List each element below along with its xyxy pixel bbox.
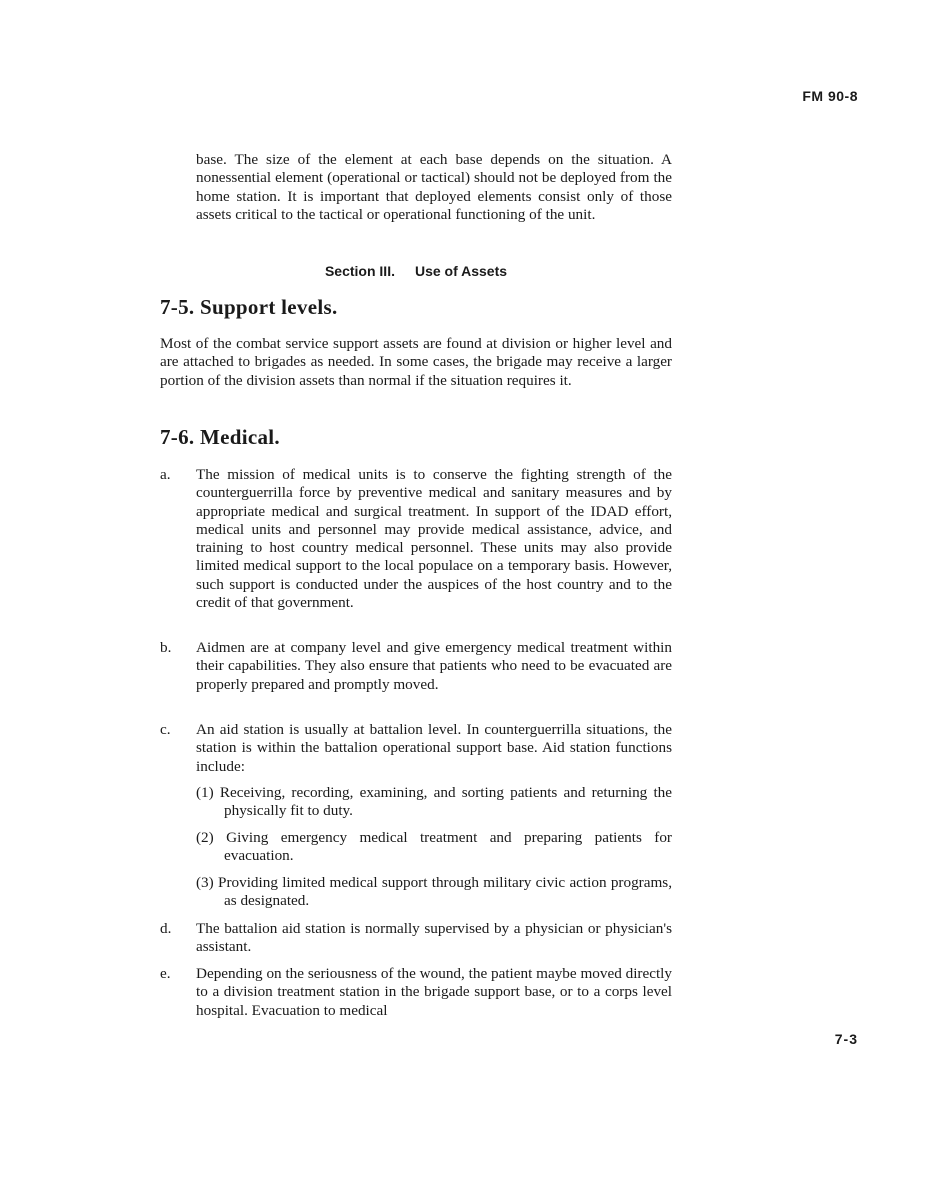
support-levels-heading: 7-5. Support levels. [160, 295, 338, 319]
section-title: Use of Assets [414, 263, 508, 279]
item-marker: e. [160, 965, 171, 982]
subitem-text: (1) Receiving, recording, examining, and sorting patients and returning the physically fit to duty. [196, 784, 672, 820]
subitem-text: (2) Giving emergency medical treatment and preparing patients for evacuation. [196, 829, 672, 865]
continuation-text: base. The size of the element at each base depends on the situation. A nonessential element (operational or tactical) should not be deployed from the home station. It is important that deployed elements consist only of those assets critical to the tactical or operational functioning of the unit. [196, 151, 672, 223]
item-text: The mission of medical units is to conserve the fighting strength of the counterguerrilla force by preventive medical and sanitary measures and by appropriate medical and surgical treatment. In support of the IDAD effort, medical units and personnel may provide medical assistance, advice, and training to host country medical personnel. These units may also provide limited medical support to the local populace on a temporary basis. However, such support is conducted under the auspices of the host country and to the credit of that government. [196, 466, 672, 612]
medical-item-b [160, 639, 672, 694]
item-marker: d. [160, 920, 172, 937]
subitem-text: (3) Providing limited medical support through military civic action programs, as designated. [196, 874, 672, 910]
item-text: Depending on the seriousness of the wound, the patient maybe moved directly to a division treatment station in the brigade support base, or to a corps level hospital. Evacuation to medical [196, 965, 672, 1019]
section-number: Section III. [324, 263, 395, 279]
section-heading [160, 263, 672, 279]
continuation-paragraph [196, 151, 672, 224]
item-marker: b. [160, 639, 172, 656]
item-marker: a. [160, 466, 171, 483]
page-number: 7-3 [834, 1031, 858, 1047]
medical-item-c [160, 721, 672, 776]
medical-heading: 7-6. Medical. [160, 425, 280, 449]
aid-station-function-2 [196, 829, 672, 866]
medical-item-a [160, 466, 672, 612]
medical-item-d [160, 920, 672, 957]
item-text: The battalion aid station is normally supervised by a physician or physician's assistant. [196, 920, 672, 956]
medical-item-e [160, 965, 672, 1020]
aid-station-function-1 [196, 784, 672, 821]
document-id: FM 90-8 [802, 88, 858, 104]
support-levels-text: Most of the combat service support assets are found at division or higher level and are attached to brigades as needed. In some cases, the brigade may receive a larger portion of the division assets than normal if the situation requires it. [160, 335, 672, 389]
aid-station-function-3 [196, 874, 672, 911]
item-text: An aid station is usually at battalion level. In counterguerrilla situations, the station is within the battalion operational support base. Aid station functions include: [196, 721, 672, 775]
item-text: Aidmen are at company level and give emergency medical treatment within their capabilities. They also ensure that patients who need to be evacuated are properly prepared and promptly moved. [196, 639, 672, 693]
item-marker: c. [160, 721, 171, 738]
support-levels-body [160, 335, 672, 390]
